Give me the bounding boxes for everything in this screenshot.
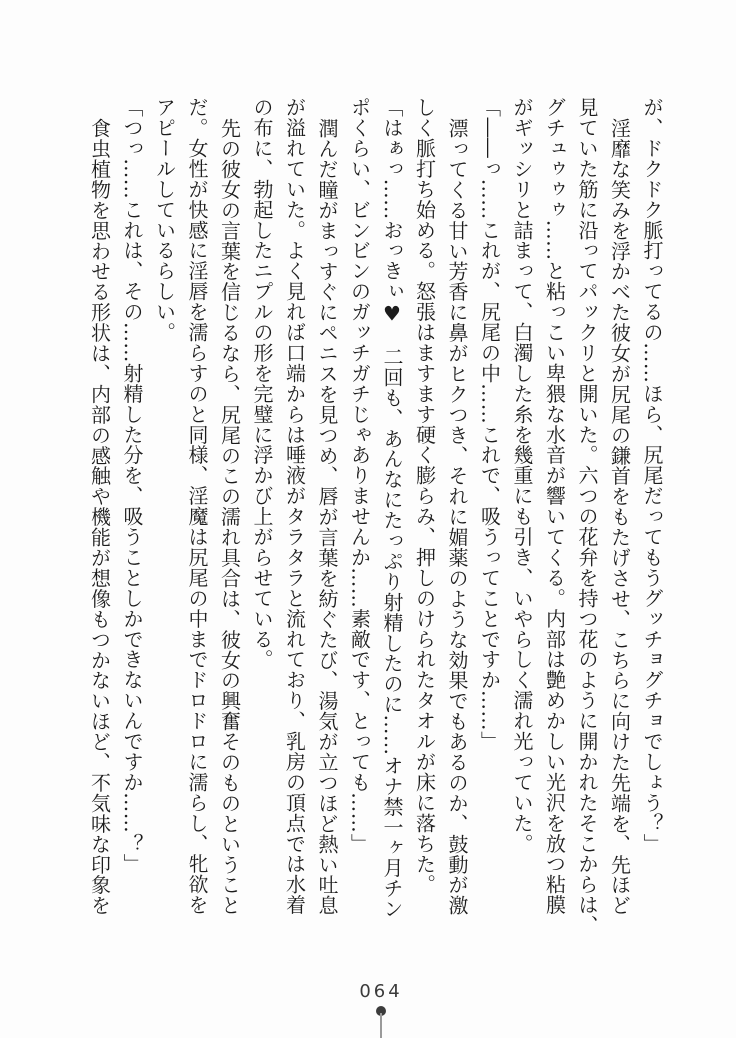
text-column: だ。女性が快感に淫唇を濡らすのと同様、淫魔は尻尾の中までドロドロに濡らし、牝欲を [185, 97, 209, 915]
text-column: 漂ってくる甘い芳香に鼻がヒクつき、それに媚薬のような効果でもあるのか、鼓動が激 [445, 117, 469, 916]
text-column: 先の彼女の言葉を信じるなら、尻尾のこの濡れ具合は、彼女の興奮そのものということ [217, 117, 242, 916]
text-column: しく脈打ち始める。怒張はますます硬く膨らみ、押しのけられたタオルが床に落ちた。 [412, 97, 437, 895]
text-column: 「――っ……これが、尻尾の中……これで、吸うってことですか……」 [477, 97, 502, 752]
text-column: 「つっ……これは、その……射精した分を、吸うことしかできないんですか……？」 [120, 97, 144, 875]
text-column: が、ドクドク脈打ってるの……ほら、尻尾だってもうグッチョグチョでしょう？」 [640, 97, 664, 854]
footer-line-mark [380, 1013, 382, 1038]
text-column: ポくらい、ビンビンのガッチガチじゃありませんか……素敵です、とっても……」 [347, 97, 372, 854]
page-number: 064 [359, 981, 403, 1002]
text-column: グチュゥゥゥ……と粘っこい卑猥な水音が響いてくる。内部は艶めかしい光沢を放つ粘膜 [542, 97, 567, 915]
text-column: の布に、勃起したニプルの形を完璧に浮かび上がらせている。 [250, 97, 274, 670]
text-column: がギッシリと詰まって、白濁した糸を幾重にも引き、いやらしく濡れ光っていた。 [510, 97, 534, 854]
page-text [83, 97, 668, 939]
text-column: が溢れていた。よく見れば口端からは唾液がタラタラと流れており、乳房の頂点では水着 [282, 97, 307, 915]
text-column: 「はぁっ……おっきぃ♥ 二回も、あんなにたっぷり射精したのに……オナ禁一ヶ月チン [380, 97, 404, 919]
text-column: アピールしているらしい。 [152, 97, 177, 343]
text-column: 見ていた筋に沿ってパックリと開いた。六つの花弁を持つ花のように開かれたそこからは、 [575, 97, 599, 936]
text-column: 潤んだ瞳がまっすぐにペニスを見つめ、唇が言葉を紡ぐたび、湯気が立つほど熱い吐息 [315, 117, 339, 916]
text-column: 食虫植物を思わせる形状は、内部の感触や機能が想像もつかないほど、不気味な印象を [87, 117, 112, 916]
text-column: 淫靡な笑みを浮かべた彼女が尻尾の鎌首をもたげさせ、こちらに向けた先端を、先ほど [607, 117, 632, 916]
